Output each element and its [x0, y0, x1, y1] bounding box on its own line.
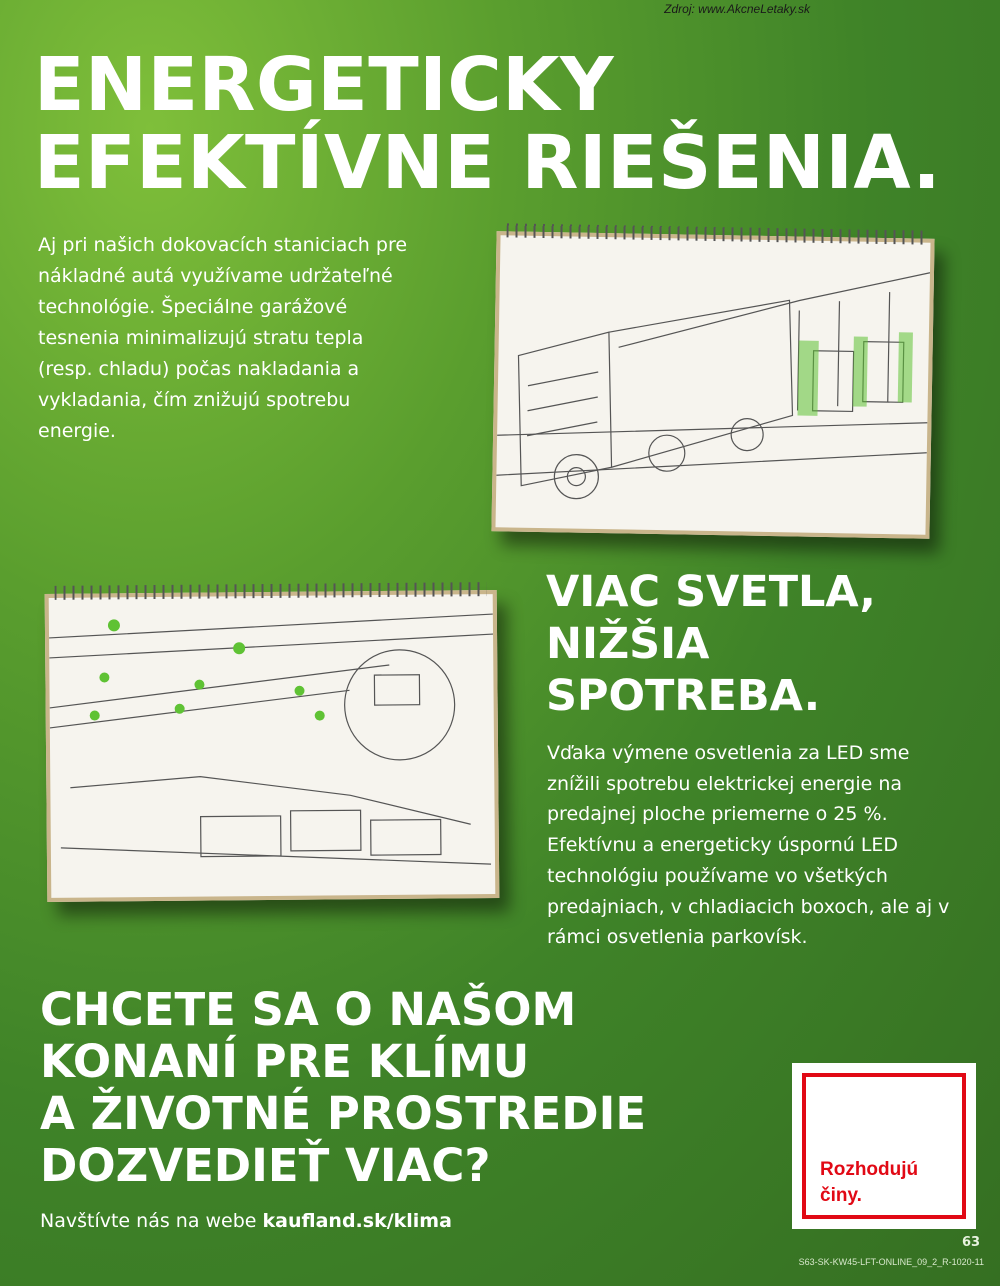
brand-logo: [792, 1063, 976, 1229]
led-headline-line-1: VIAC SVETLA,: [546, 567, 876, 617]
visit-prefix: Navštívte nás na webe: [40, 1210, 257, 1232]
source-credit: Zdroj: www.AkcneLetaky.sk: [664, 2, 810, 16]
cta-line-4: DOZVEDIEŤ VIAC?: [40, 1139, 491, 1192]
cta-headline: [40, 984, 646, 1192]
main-headline: [34, 42, 942, 206]
truck-dock-sketch: [491, 231, 934, 539]
print-code: S63-SK-KW45-LFT-ONLINE_09_2_R-1020-11: [798, 1257, 984, 1267]
led-headline-line-3: SPOTREBA.: [546, 671, 821, 721]
visit-line: [40, 1210, 452, 1232]
logo-frame: [802, 1073, 966, 1219]
logo-text: Rozhodujú činy.: [820, 1159, 919, 1206]
website-link[interactable]: kaufland.sk/klima: [262, 1210, 452, 1232]
led-headline: [546, 566, 876, 722]
store-drawing: [49, 594, 496, 898]
headline-line-1: ENERGETICKY: [34, 42, 615, 128]
cta-line-1: CHCETE SA O NAŠOM: [40, 983, 577, 1036]
headline-line-2: EFEKTÍVNE RIEŠENIA.: [34, 120, 942, 206]
page-number: 63: [962, 1235, 981, 1250]
led-paragraph: Vďaka výmene osvetlenia za LED sme znížili spotrebu elektrickej energie na predajnej ploche priemerne o 25 %. Efektívnu a energeticky úspornú LED technológiu používame vo všetkých predajniach, v chladiacich boxoch, ale aj v rámci osvetlenia parkovísk.: [547, 742, 950, 949]
truck-drawing: [495, 235, 930, 534]
cta-line-2: KONANÍ PRE KLÍMU: [40, 1035, 530, 1088]
cta-line-3: A ŽIVOTNÉ PROSTREDIE: [40, 1087, 647, 1140]
intro-paragraph: Aj pri našich dokovacích staniciach pre nákladné autá využívame udržateľné technológie. Špeciálne garážové tesnenia minimalizujú stratu tepla (resp. chladu) počas nakladania a vykladania, čím znižujú spotrebu energie.: [38, 234, 408, 442]
led-headline-line-2: NIŽŠIA: [546, 619, 710, 669]
store-led-sketch: [45, 590, 500, 902]
